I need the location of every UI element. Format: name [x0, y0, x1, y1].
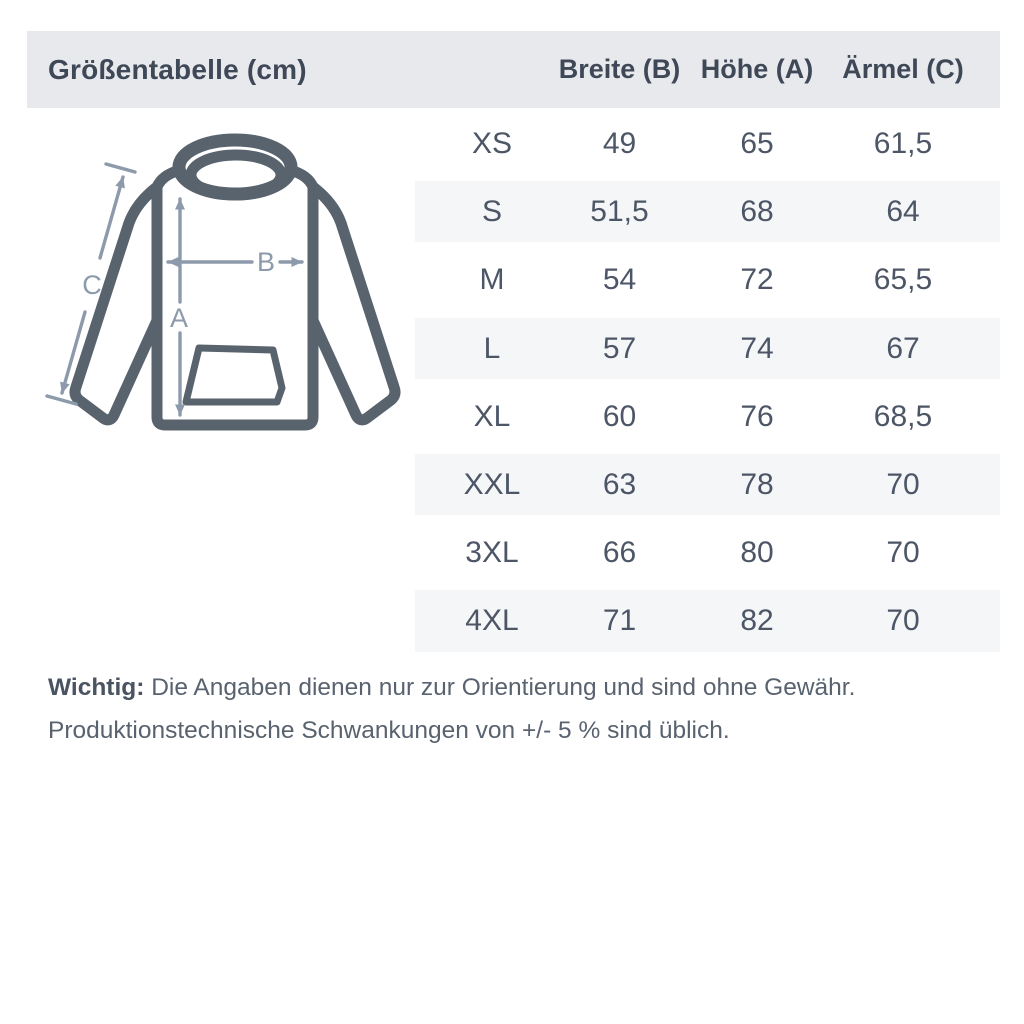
size-label: 4XL: [465, 604, 519, 638]
aermel-value: 70: [886, 468, 920, 502]
column-header-aermel: Ärmel (C): [842, 54, 964, 84]
dimension-label-b: B: [256, 247, 276, 277]
size-table: [415, 110, 1000, 656]
breite-value: 71: [602, 604, 637, 638]
table-row-3xl: [415, 519, 1000, 587]
aermel-value: 61,5: [873, 127, 933, 161]
breite-value: 54: [602, 263, 637, 297]
table-row-4xl: [415, 587, 1000, 655]
hoehe-value: 74: [740, 331, 774, 365]
breite-value: 49: [602, 127, 637, 161]
hoehe-value: 76: [740, 399, 774, 433]
hoodie-pocket: [186, 348, 282, 402]
size-label: 3XL: [465, 536, 519, 570]
breite-value: 66: [602, 536, 637, 570]
size-chart-header: [27, 31, 1000, 108]
table-row-s: [415, 178, 1000, 246]
table-row-xxl: [415, 451, 1000, 519]
size-label: M: [479, 263, 505, 297]
hoehe-value: 78: [740, 468, 774, 502]
table-row-xs: [415, 110, 1000, 178]
breite-value: 60: [602, 399, 637, 433]
size-label: XS: [471, 127, 513, 161]
aermel-value: 70: [886, 536, 920, 570]
hoodie-measurement-diagram: [40, 125, 410, 470]
disclaimer-text-1: Die Angaben dienen nur zur Orientierung und sind ohne Gewähr.: [151, 674, 856, 701]
disclaimer-lead: Wichtig:: [48, 674, 145, 701]
hoehe-value: 68: [740, 195, 774, 229]
hoodie-diagram-svg: [40, 125, 410, 470]
hoehe-value: 80: [740, 536, 774, 570]
column-header-hoehe: Höhe (A): [700, 54, 814, 84]
dimension-label-c: C: [82, 270, 102, 300]
page-title: Größentabelle (cm): [48, 53, 307, 85]
size-label: XL: [473, 399, 511, 433]
aermel-value: 65,5: [873, 263, 933, 297]
aermel-value: 67: [886, 331, 920, 365]
column-header-breite: Breite (B): [558, 54, 681, 84]
hoehe-value: 65: [740, 127, 774, 161]
table-row-xl: [415, 383, 1000, 451]
hoehe-value: 72: [740, 263, 774, 297]
table-row-l: [415, 315, 1000, 383]
dimension-c-end-tick-top: [106, 164, 135, 172]
hoehe-value: 82: [740, 604, 774, 638]
dimension-label-a: A: [169, 303, 189, 333]
aermel-value: 68,5: [873, 399, 933, 433]
column-headers: [415, 31, 1000, 108]
disclaimer-note: [48, 666, 978, 752]
aermel-value: 64: [886, 195, 920, 229]
breite-value: 63: [602, 468, 637, 502]
table-row-m: [415, 246, 1000, 314]
disclaimer-text-2: Produktionstechnische Schwankungen von +/- 5 % sind üblich.: [48, 717, 730, 744]
size-label: S: [481, 195, 502, 229]
breite-value: 51,5: [590, 195, 649, 229]
disclaimer-line-1: [48, 674, 855, 701]
size-label: L: [483, 331, 501, 365]
breite-value: 57: [602, 331, 637, 365]
aermel-value: 70: [886, 604, 920, 638]
size-label: XXL: [463, 468, 521, 502]
